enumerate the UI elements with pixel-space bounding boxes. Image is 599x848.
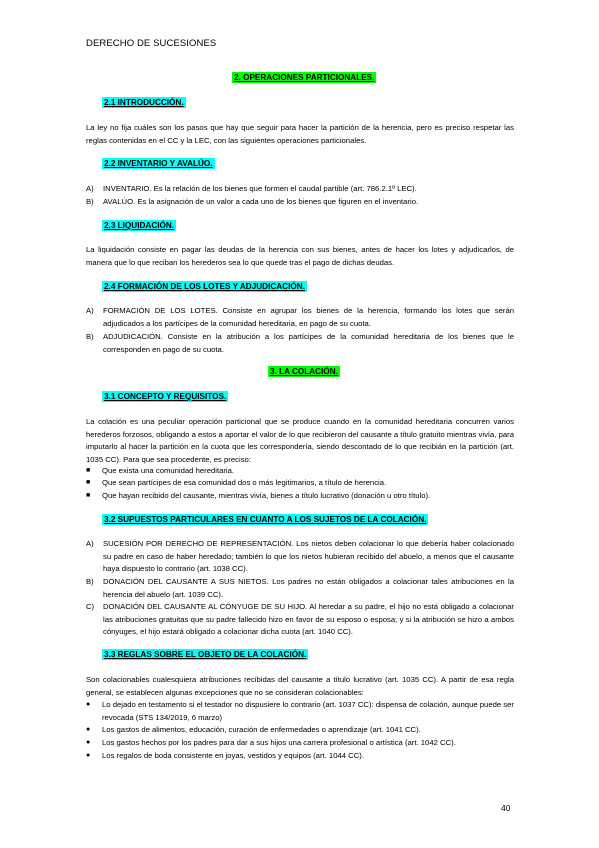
list-item-representacion: A) SUCESIÓN POR DERECHO DE REPRESENTACIÓN. Los nietos deben colacionar lo que debería haber colacionado su padre en caso de haber heredado; también lo que los nietos hubieran recibido del abuelo, a menos que el causante haya dispuesto lo contrario (art. 1038 CC).	[86, 539, 514, 574]
heading-concepto-requisitos: 3.1 CONCEPTO Y REQUISITOS.	[104, 392, 227, 401]
list-item-excepcion: ● Los gastos de alimentos, educación, curación de enfermedades o aprendizaje (art. 1041 CC).	[86, 725, 421, 734]
heading-reglas-objeto: 3.3 REGLAS SOBRE EL OBJETO DE LA COLACIÓN.	[104, 650, 307, 659]
heading-introduccion: 2.1 INTRODUCCIÓN.	[104, 98, 184, 107]
heading-la-colacion: 3. LA COLACIÓN.	[270, 367, 338, 376]
list-item-requisito: ■ Que hayan recibido del causante, mientras vivía, bienes a título lucrativo (donación u otro título).	[86, 491, 431, 500]
paragraph-introduccion: La ley no fija cuáles son los pasos que hay que seguir para hacer la partición de la herencia, pero es preciso respetar las reglas contenidas en el CC y la LEC, con las siguientes operaciones particionales.	[86, 123, 514, 145]
heading-operaciones-particionales: 2. OPERACIONES PARTICIONALES.	[234, 73, 375, 82]
paragraph-concepto: La colación es una peculiar operación particional que se produce cuando en la comunidad hereditaria concurren varios herederos forzosos, obligando a estos a aportar el valor de lo que recibieron del causante a título gratuito mientras vivía, para imputarlo al hacer la partición en la cuota que les correspondería, siendo descontado de lo que recibián en la partición (art. 1035 CC). Para que sea procedente, es preciso:	[86, 417, 514, 464]
page-number: 40	[501, 803, 511, 813]
list-item-requisito: ■ Que sean partícipes de esa comunidad dos o más legitimarios, a título de herencia.	[86, 478, 387, 487]
list-item-inventario: A) INVENTARIO. Es la relación de los bienes que formen el caudal partible (art. 786.2.1º LEC).	[86, 184, 417, 193]
list-item-formacion-lotes: A) FORMACIÓN DE LOS LOTES. Consiste en agrupar los bienes de la herencia, formando los lotes que serán adjudicados a los partícipes de la comunidad hereditaria, en pago de su cuota.	[86, 306, 514, 328]
list-item-requisito: ■ Que exista una comunidad hereditaria.	[86, 466, 235, 475]
list-item-excepcion: ● Lo dejado en testamento si el testador no dispusiere lo contrario (art. 1037 CC): dispensa de colación, aunque puede ser revocada (STS 134/2019, 6 marzo)	[86, 700, 514, 722]
list-item-excepcion: ● Los regalos de boda consistente en joyas, vestidos y equipos (art. 1044 CC).	[86, 751, 364, 760]
list-item-donacion-nietos: B) DONACIÓN DEL CAUSANTE A SUS NIETOS. Los padres no están obligados a colacionar tales atribuciones en la herencia del abuelo (art. 1039 CC).	[86, 577, 514, 599]
list-item-avaluo: B) AVALÚO. Es la asignación de un valor a cada uno de los bienes que figuren en el inventario.	[86, 197, 419, 206]
running-head: DERECHO DE SUCESIONES	[86, 38, 217, 49]
heading-supuestos-sujetos: 3.2 SUPUESTOS PARTICULARES EN CUANTO A LOS SUJETOS DE LA COLACIÓN.	[104, 515, 427, 524]
heading-inventario-avaluo: 2.2 INVENTARIO Y AVALÚO.	[104, 159, 213, 168]
list-item-adjudicacion: B) ADJUDICACIÓN. Consiste en la atribución a los partícipes de la comunidad hereditaria de los bienes que le corresponden en pago de su cuota.	[86, 332, 514, 354]
heading-liquidacion: 2.3 LIQUIDACIÓN.	[104, 221, 175, 230]
paragraph-reglas: Son colacionables cualesquiera atribuciones recibidas del causante a título lucrativo (art. 1035 CC). A partir de esa regla general, se establecen algunas excepciones que no se consideran colacionables:	[86, 675, 514, 697]
paragraph-liquidacion: La liquidación consiste en pagar las deudas de la herencia con sus bienes, antes de hacer los lotes y adjudicarlos, de manera que lo que reciban los herederos sea lo que quede tras el pago de dichas deudas.	[86, 245, 514, 267]
list-item-donacion-conyuge: C) DONACIÓN DEL CAUSANTE AL CÓNYUGE DE SU HIJO. Al heredar a su padre, el hijo no está obligado a colacionar las atribuciones gratuitas que su padre fallecido hizo en favor de su esposo o esposa; y si la atribución se hizo a ambos cónyuges, el hijo estará obligado a colacionar dicha cuota (art. 1040 CC).	[86, 602, 514, 637]
heading-formacion-lotes: 2.4 FORMACIÓN DE LOS LOTES Y ADJUDICACIÓN.	[104, 282, 305, 291]
list-item-excepcion: ● Los gastos hechos por los padres para dar a sus hijos una carrera profesional o artística (art. 1042 CC).	[86, 738, 456, 747]
